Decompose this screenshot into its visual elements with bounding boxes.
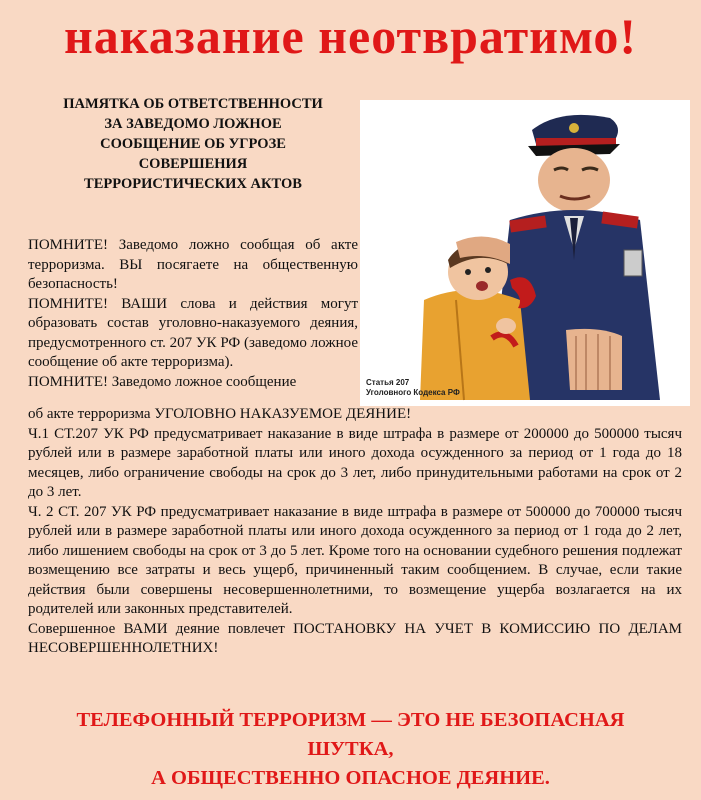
memo-heading [28, 94, 358, 194]
penalty-paragraph: Ч.1 СТ.207 УК РФ предусматривает наказание в виде штрафа в размере от 200000 до 500000 тысяч рублей или в размере заработной платы или иного дохода осужденного за период от 1 года до 18 месяцев, либо ограничение свободы на срок до 3 лет, либо принудительными работами на срок от 2 до 3 лет. [28, 425, 682, 500]
memo-heading-line: СООБЩЕНИЕ ОБ УГРОЗЕ [100, 136, 286, 152]
warning-footer [0, 706, 701, 793]
penalty-paragraph: Совершенное ВАМИ деяние повлечет ПОСТАНОВКУ НА УЧЕТ В КОМИССИЮ ПО ДЕЛАМ НЕСОВЕРШЕННОЛЕТНИХ! [28, 620, 682, 656]
caption-line: Статья 207 [366, 378, 410, 387]
policeman-illustration [360, 100, 690, 406]
poster-title: наказание неотвратимо! [63, 8, 638, 64]
intro-text [28, 236, 358, 392]
memo-heading-line: СОВЕРШЕНИЯ [138, 156, 248, 172]
memo-heading-line: ЗА ЗАВЕДОМО ЛОЖНОЕ [104, 116, 282, 132]
policeman-with-boy-drawing [360, 100, 690, 406]
intro-paragraph: ПОМНИТЕ! Заведомо ложно сообщая об акте терроризма. ВЫ посягаете на общественную безопасность! [28, 237, 358, 292]
penalty-paragraph: об акте терроризма УГОЛОВНО НАКАЗУЕМОЕ ДЕЯНИЕ! [28, 406, 412, 422]
intro-paragraph: ПОМНИТЕ! Заведомо ложное сообщение [28, 373, 297, 390]
caption-line: Уголовного Кодекса РФ [366, 388, 460, 397]
memo-heading-line: ПАМЯТКА ОБ ОТВЕТСТВЕННОСТИ [63, 96, 323, 112]
footer-line: А ОБЩЕСТВЕННО ОПАСНОЕ ДЕЯНИЕ. [151, 767, 550, 789]
illustration-caption [366, 378, 460, 398]
footer-line: ТЕЛЕФОННЫЙ ТЕРРОРИЗМ — ЭТО НЕ БЕЗОПАСНАЯ [76, 709, 625, 731]
penalty-text [28, 405, 682, 659]
penalty-paragraph: Ч. 2 СТ. 207 УК РФ предусматривает наказание в виде штрафа в размере от 500000 до 700000 тысяч рублей или в размере заработной платы или иного дохода осужденного за период от 1 года до 2 лет, либо лишением свободы на срок от 3 до 5 лет. Кроме того на основании судебного решения подлежат возмещению все затраты и весь ущерб, причиненный таким сообщением. В случае, если такие действия были совершены несовершеннолетними, то возмещение ущерба возлагается на их родителей или законных представителей. [28, 503, 682, 617]
footer-line: ШУТКА, [307, 738, 394, 760]
intro-paragraph: ПОМНИТЕ! ВАШИ слова и действия могут образовать состав уголовно-наказуемого деяния, предусмотренного ст. 207 УК РФ (заведомо ложное сообщение об акте терроризма). [28, 295, 358, 370]
memo-heading-line: ТЕРРОРИСТИЧЕСКИХ АКТОВ [84, 176, 302, 192]
